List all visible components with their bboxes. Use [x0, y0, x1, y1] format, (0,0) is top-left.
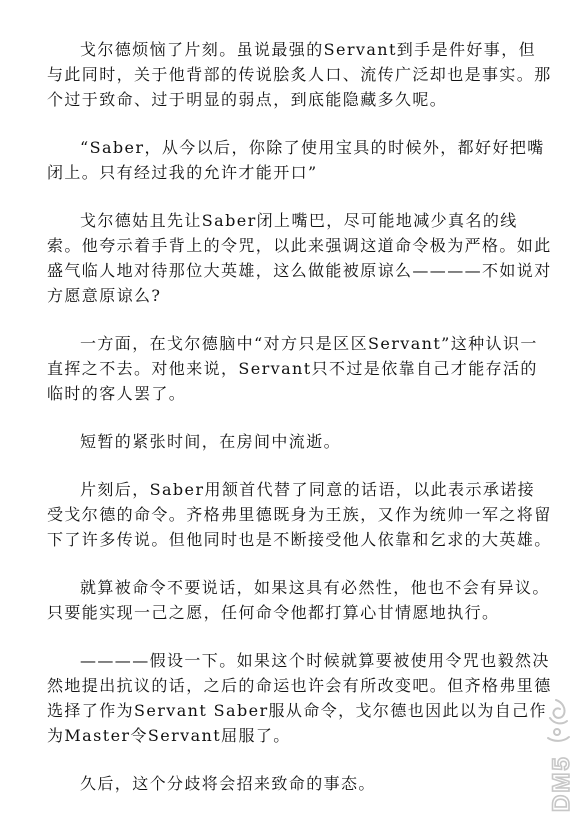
paragraph-6: 片刻后，Saber用颔首代替了同意的话语，以此表示承诺接受戈尔德的命令。齐格弗里德既身为王族，又作为统帅一军之将留下了许多传说。但他同时也是不断接受他人依靠和乞求的大英雄。 — [47, 480, 552, 549]
watermark-text: DM5 — [548, 755, 575, 812]
paragraph-8: ————假设一下。如果这个时候就算要被使用令咒也毅然决然地提出抗议的话，之后的命运也许会有所改变吧。但齐格弗里德选择了作为Servant Saber服从命令，戈尔德也因此以为自己作为Master令Servant屈服了。 — [47, 651, 552, 745]
paragraph-7: 就算被命令不要说话，如果这具有必然性，他也不会有异议。只要能实现一己之愿，任何命令他都打算心甘情愿地执行。 — [47, 578, 550, 622]
dm5-logo-icon — [536, 694, 576, 816]
document-body — [47, 37, 552, 819]
dm5-watermark-svg — [536, 694, 576, 816]
paragraph-1: 戈尔德烦恼了片刻。虽说最强的Servant到手是件好事，但与此同时，关于他背部的传说脍炙人口、流传广泛却也是事实。那个过于致命、过于明显的弱点，到底能隐藏多久呢。 — [47, 40, 552, 109]
paragraph-2: “Saber，从今以后，你除了使用宝具的时候外，都好好把嘴闭上。只有经过我的允许才能开口” — [47, 138, 545, 182]
paragraph-4: 一方面，在戈尔德脑中“对方只是区区Servant”这种认识一直挥之不去。对他来说，Servant只不过是依靠自己才能存活的临时的客人罢了。 — [47, 334, 538, 403]
paragraph-5: 短暂的紧张时间，在房间中流逝。 — [80, 432, 342, 451]
paragraph-3: 戈尔德姑且先让Saber闭上嘴巴，尽可能地减少真名的线索。他夸示着手背上的令咒，以此来强调这道命令极为严格。如此盛气临人地对待那位大英雄，这么做能被原谅么————不如说对方愿意原谅么? — [47, 211, 552, 305]
paragraph-9: 久后，这个分歧将会招来致命的事态。 — [80, 774, 376, 793]
